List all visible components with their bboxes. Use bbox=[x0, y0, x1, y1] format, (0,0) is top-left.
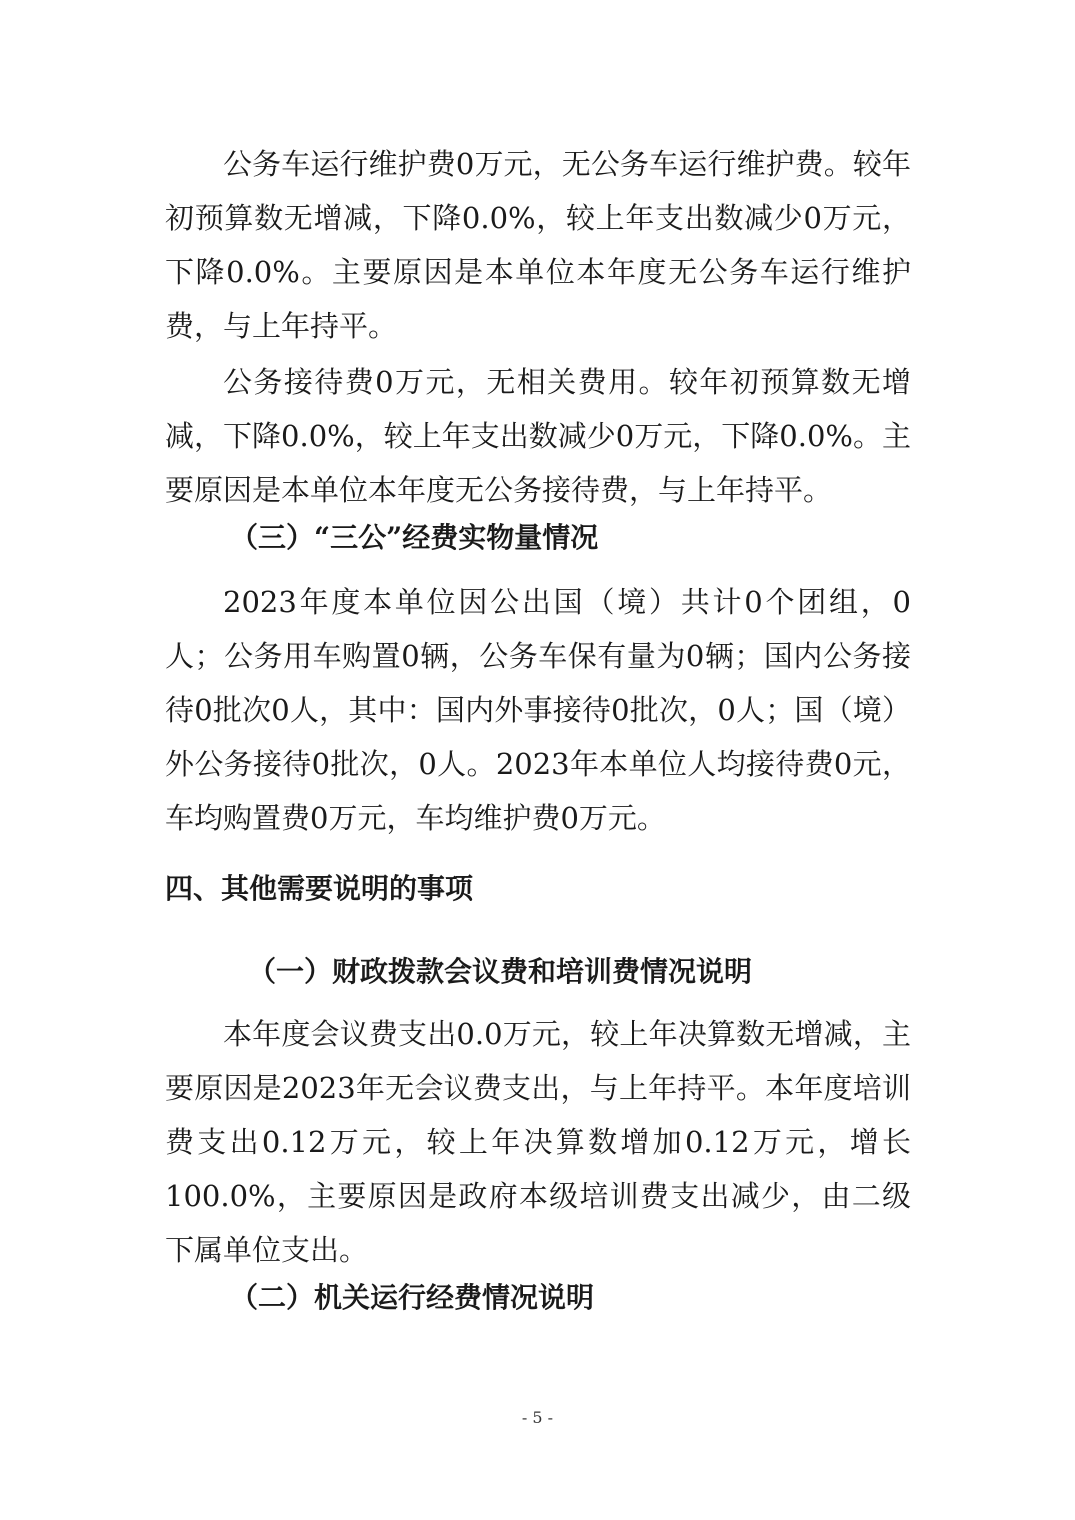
three-public-quantity-heading: （三）“三公”经费实物量情况 bbox=[230, 521, 599, 554]
meeting-training-paragraph: 本年度会议费支出0.0万元，较上年决算数无增减，主要原因是2023年无会议费支出，与上年持平。本年度培训费支出0.12万元，较上年决算数增加0.12万元，增长100.0%，主要原因是政府本级培训费支出减少，由二级下属单位支出。 bbox=[165, 1017, 911, 1267]
meeting-training-heading: （一）财政拨款会议费和培训费情况说明 bbox=[248, 955, 753, 988]
operating-expenses-heading: （二）机关运行经费情况说明 bbox=[230, 1281, 595, 1314]
page-number: - 5 - bbox=[521, 1408, 554, 1427]
reception-paragraph: 公务接待费0万元，无相关费用。较年初预算数无增减，下降0.0%，较上年支出数减少0万元，下降0.0%。主要原因是本单位本年度无公务接待费，与上年持平。 bbox=[165, 365, 911, 507]
physical-quantity-paragraph: 2023年度本单位因公出国（境）共计0个团组，0人；公务用车购置0辆，公务车保有量为0辆；国内公务接待0批次0人，其中：国内外事接待0批次，0人；国（境）外公务接待0批次，0人。2023年本单位人均接待费0元，车均购置费0万元，车均维护费0万元。 bbox=[165, 585, 911, 835]
section-four-heading: 四、其他需要说明的事项 bbox=[165, 872, 474, 905]
car-maintenance-paragraph: 公务车运行维护费0万元，无公务车运行维护费。较年初预算数无增减，下降0.0%，较上年支出数减少0万元，下降0.0%。主要原因是本单位本年度无公务车运行维护费，与上年持平。 bbox=[165, 147, 911, 343]
